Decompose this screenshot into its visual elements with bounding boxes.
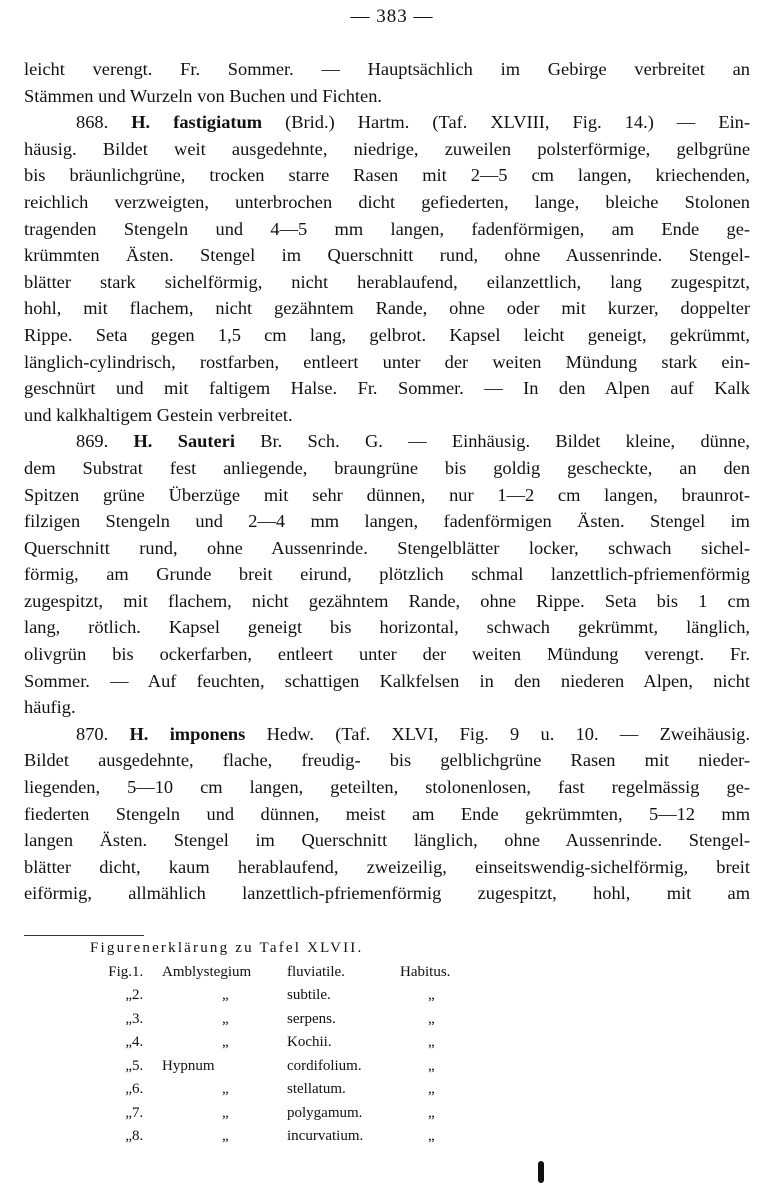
legend-fig-label: „ (125, 1104, 132, 1121)
legend-ditto-mark: „ (222, 1034, 229, 1050)
text-line: filzigen Stengeln und 2—4 mm langen, fadenförmigen Ästen. Stengel im (24, 511, 750, 532)
text-line: olivgrün bis ockerfarben, entleert unter der weiten Mündung verengt. Fr. (24, 644, 750, 665)
text-line: blätter stark sichelförmig, nicht herablaufend, eilanzettlich, lang zugespitzt, (24, 271, 750, 292)
legend-row (90, 1055, 470, 1079)
entry-number: 869. (76, 431, 109, 452)
text-line: tragenden Stengeln und 4—5 mm langen, fadenförmigen, am Ende ge- (24, 218, 750, 239)
legend-species: cordifolium. (287, 1057, 362, 1074)
legend-species: Kochii. (287, 1034, 332, 1050)
text-line: leicht verengt. Fr. Sommer. — Hauptsächlich im Gebirge verbreitet an (24, 59, 750, 79)
legend-species: polygamum. (287, 1104, 363, 1121)
legend-ditto-mark: „ (222, 1081, 229, 1097)
text-line: langen Ästen. Stengel im Querschnitt länglich, ohne Aussenrinde. Stengel- (24, 830, 750, 851)
legend-row (90, 961, 470, 985)
legend-fig-label: Fig. (108, 963, 132, 980)
species-name: imponens (169, 723, 246, 744)
text-line: hohl, mit flachem, nicht gezähntem Rande, ohne oder mit kurzer, doppelter (24, 298, 750, 319)
text-line: dem Substrat fest anliegende, braungrüne bis goldig gescheckte, an den (24, 457, 750, 478)
legend-fig-number: 1. (132, 963, 144, 980)
text-line: länglich-cylindrisch, rostfarben, entleert unter der weiten Mündung stark ein- (24, 351, 750, 372)
legend-genus: Hypnum (162, 1057, 215, 1074)
species-name: fastigiatum (173, 112, 263, 133)
species-entry-heading (24, 428, 750, 455)
legend-habitus: „ (428, 987, 435, 1003)
legend-fig-number: 3. (132, 1010, 144, 1027)
text-line: reichlich verzweigten, unterbrochen dicht gefiederten, lange, bleiche Stolonen (24, 191, 750, 212)
legend-habitus: „ (428, 1128, 435, 1144)
text-line: förmig, am Grunde breit eirund, plötzlich schmal lanzettlich-pfriemenförmig (24, 564, 750, 585)
entry-text: Br. Sch. G. — Einhäusig. Bildet kleine, dünne, (234, 431, 750, 452)
legend-row (90, 984, 470, 1008)
text-line: und kalkhaltigem Gestein verbreitet. (24, 404, 293, 425)
legend-fig-label: „ (125, 1010, 132, 1027)
text-line: Spitzen grüne Überzüge mit sehr dünnen, nur 1—2 cm langen, braunrot- (24, 484, 750, 505)
text-line: blätter dicht, kaum herablaufend, zweizeilig, einseitswendig-sichelförmig, breit (24, 856, 750, 877)
figure-legend (90, 937, 470, 1149)
text-line: bis bräunlichgrüne, trocken starre Rasen mit 2—5 cm langen, kriechenden, (24, 165, 750, 186)
text-line: Rippe. Seta gegen 1,5 cm lang, gelbrot. Kapsel leicht geneigt, gekrümmt, (24, 324, 750, 345)
legend-row (90, 1078, 470, 1102)
legend-fig-label: „ (125, 1057, 132, 1074)
entry-text: Hedw. (Taf. XLVI, Fig. 9 u. 10. — Zweihäusig. (245, 723, 750, 744)
text-line: zugespitzt, mit flachem, nicht gezähntem Rande, ohne Rippe. Seta bis 1 cm (24, 590, 750, 611)
text-line: geschnürt und mit faltigem Halse. Fr. Sommer. — In den Alpen auf Kalk (24, 378, 750, 399)
text-line: häufig. (24, 697, 76, 718)
page-number: — 383 — (350, 6, 434, 27)
genus-abbrev: H. (131, 112, 151, 133)
text-line: häusig. Bildet weit ausgedehnte, niedrige, zuweilen polsterförmige, gelbgrüne (24, 138, 750, 159)
legend-habitus: „ (428, 1034, 435, 1050)
species-entry-heading (24, 721, 750, 748)
legend-row (90, 1008, 470, 1032)
legend-fig-label: „ (125, 1128, 132, 1144)
legend-species: serpens. (287, 1010, 336, 1027)
text-line: Sommer. — Auf feuchten, schattigen Kalkfelsen in den niederen Alpen, nicht (24, 670, 750, 691)
text-line: Stämmen und Wurzeln von Buchen und Fichten. (24, 85, 382, 106)
entry-text: (Brid.) Hartm. (Taf. XLVIII, Fig. 14.) — Ein- (262, 112, 750, 133)
legend-row (90, 1125, 470, 1149)
text-line: Querschnitt rund, ohne Aussenrinde. Stengelblätter locker, schwach sichel- (24, 537, 750, 558)
legend-row (90, 1031, 470, 1055)
legend-species: incurvatium. (287, 1128, 364, 1144)
legend-rows (90, 961, 470, 1149)
legend-fig-number: 8. (132, 1128, 144, 1144)
legend-ditto-mark: „ (222, 987, 229, 1003)
text-line: fiederten Stengeln und dünnen, meist am Ende gekrümmten, 5—12 mm (24, 803, 750, 824)
legend-species: fluviatile. (287, 963, 345, 980)
legend-fig-number: 4. (132, 1034, 144, 1050)
text-line: krümmten Ästen. Stengel im Querschnitt rund, ohne Aussenrinde. Stengel- (24, 245, 750, 266)
legend-fig-label: „ (125, 1081, 132, 1097)
genus-abbrev: H. (133, 431, 153, 452)
legend-habitus: „ (428, 1010, 435, 1027)
legend-row (90, 1102, 470, 1126)
legend-fig-number: 2. (132, 987, 144, 1003)
legend-species: subtile. (287, 987, 331, 1003)
legend-habitus: „ (428, 1104, 435, 1121)
footnote-rule (24, 935, 144, 936)
legend-fig-label: „ (125, 1034, 132, 1050)
ink-blot (538, 1161, 544, 1183)
text-line: eiförmig, allmählich lanzettlich-pfriemenförmig zugespitzt, hohl, mit am (24, 883, 750, 904)
legend-ditto-mark: „ (222, 1010, 229, 1027)
text-line: Bildet ausgedehnte, flache, freudig- bis gelblichgrüne Rasen mit nieder- (24, 750, 750, 771)
entry-number: 870. (76, 723, 109, 744)
text-line: liegenden, 5—10 cm langen, geteilten, stolonenlosen, fast regelmässig ge- (24, 777, 750, 798)
species-name: Sauteri (177, 431, 235, 452)
legend-fig-label: „ (125, 987, 132, 1003)
legend-fig-number: 5. (132, 1057, 144, 1074)
text-line: lang, rötlich. Kapsel geneigt bis horizontal, schwach gekrümmt, länglich, (24, 617, 750, 638)
species-entry-heading (24, 109, 750, 136)
entry-number: 868. (76, 112, 109, 133)
legend-fig-number: 7. (132, 1104, 144, 1121)
legend-habitus: „ (428, 1057, 435, 1074)
genus-abbrev: H. (129, 723, 149, 744)
legend-ditto-mark: „ (222, 1104, 229, 1121)
legend-habitus: „ (428, 1081, 435, 1097)
legend-species: stellatum. (287, 1081, 346, 1097)
legend-fig-number: 6. (132, 1081, 144, 1097)
legend-title: Figurenerklärung zu Tafel XLVII. (90, 940, 364, 956)
legend-ditto-mark: „ (222, 1128, 229, 1144)
legend-genus: Amblystegium (162, 963, 252, 980)
body-text (24, 56, 750, 907)
legend-habitus: Habitus. (400, 963, 451, 980)
